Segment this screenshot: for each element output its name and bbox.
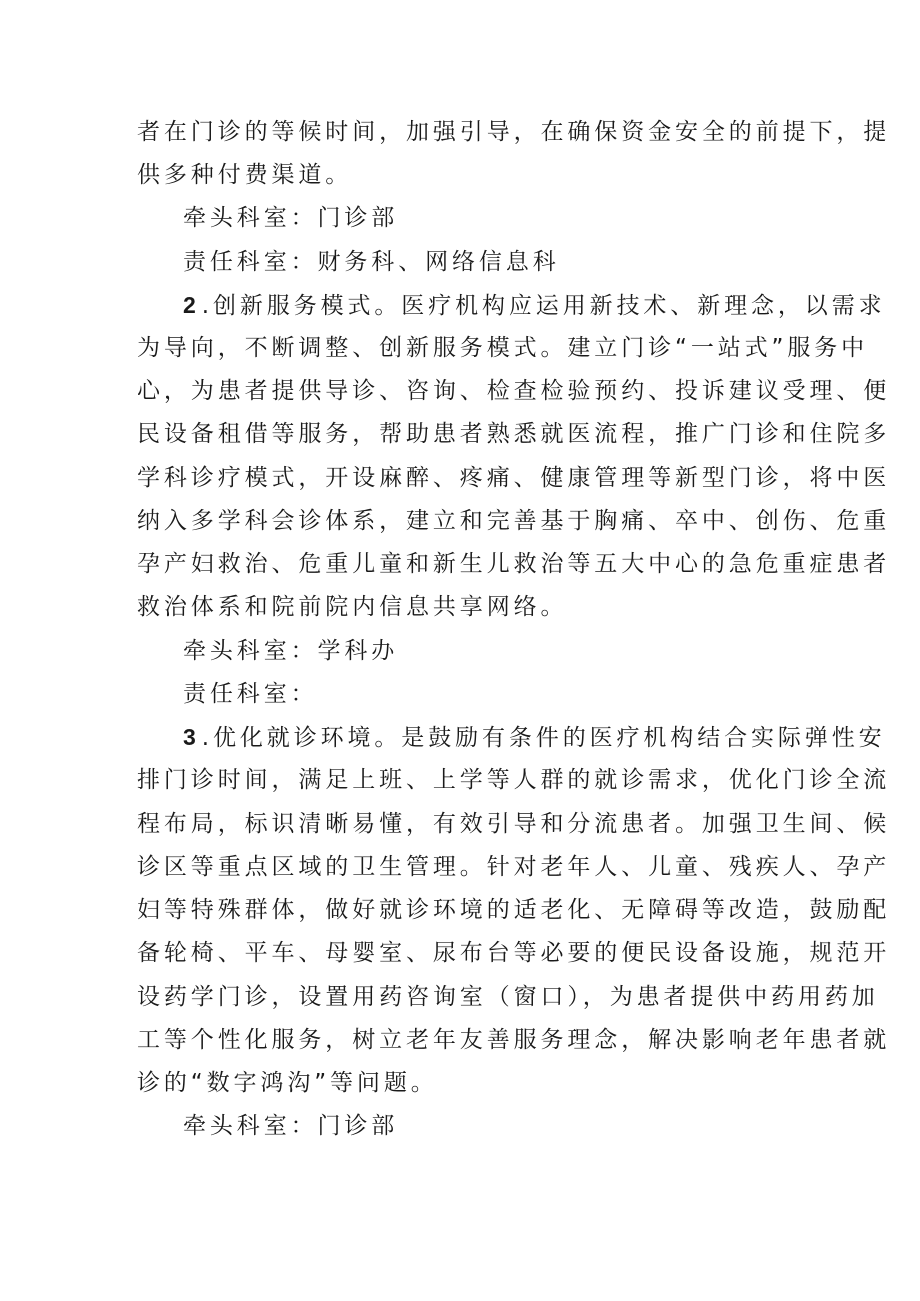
lead-department-field: 牵头科室：门诊部: [183, 1113, 399, 1139]
item-number: 2: [183, 292, 196, 318]
paragraph-line: 民设备租借等服务，帮助患者熟悉就医流程，推广门诊和住院多: [137, 421, 891, 447]
paragraph-line: 工等个性化服务，树立老年友善服务理念，解决影响老年患者就: [137, 1027, 891, 1053]
numbered-paragraph-first-line: [183, 290, 886, 320]
paragraph-line: 救治体系和院前院内信息共享网络。: [137, 594, 568, 620]
paragraph-line: 为导向，不断调整、创新服务模式。建立门诊“一站式”服务中: [137, 335, 869, 361]
paragraph-line: 纳入多学科会诊体系，建立和完善基于胸痛、卒中、创伤、危重: [137, 508, 891, 534]
paragraph-line: 程布局，标识清晰易懂，有效引导和分流患者。加强卫生间、候: [137, 811, 891, 837]
item-number: 3: [183, 724, 196, 750]
paragraph-line: 孕产妇救治、危重儿童和新生儿救治等五大中心的急危重症患者: [137, 551, 891, 577]
paragraph-line: 备轮椅、平车、母婴室、尿布台等必要的便民设备设施，规范开: [137, 940, 891, 966]
paragraph-line: 诊的“数字鸿沟”等问题。: [137, 1070, 438, 1096]
paragraph-line: .优化就诊环境。是鼓励有条件的医疗机构结合实际弹性安: [201, 725, 886, 751]
responsible-department-field: 责任科室：: [183, 681, 318, 707]
paragraph-line: .创新服务模式。医疗机构应运用新技术、新理念，以需求: [201, 293, 886, 319]
paragraph-line: 妇等特殊群体，做好就诊环境的适老化、无障碍等改造，鼓励配: [137, 897, 891, 923]
paragraph-line: 设药学门诊，设置用药咨询室（窗口），为患者提供中药用药加: [137, 984, 879, 1010]
paragraph-line: 学科诊疗模式，开设麻醉、疼痛、健康管理等新型门诊，将中医: [137, 465, 891, 491]
paragraph-line: 心，为患者提供导诊、咨询、检查检验预约、投诉建议受理、便: [137, 378, 891, 404]
paragraph-line: 诊区等重点区域的卫生管理。针对老年人、儿童、残疾人、孕产: [137, 854, 891, 880]
paragraph-line: 供多种付费渠道。: [137, 162, 353, 188]
responsible-department-field: 责任科室：财务科、网络信息科: [183, 249, 560, 275]
lead-department-field: 牵头科室：学科办: [183, 638, 399, 664]
paragraph-line: 排门诊时间，满足上班、上学等人群的就诊需求，优化门诊全流: [137, 767, 891, 793]
paragraph-line: 者在门诊的等候时间，加强引导，在确保资金安全的前提下，提: [137, 119, 891, 145]
lead-department-field: 牵头科室：门诊部: [183, 205, 399, 231]
numbered-paragraph-first-line: [183, 722, 886, 752]
